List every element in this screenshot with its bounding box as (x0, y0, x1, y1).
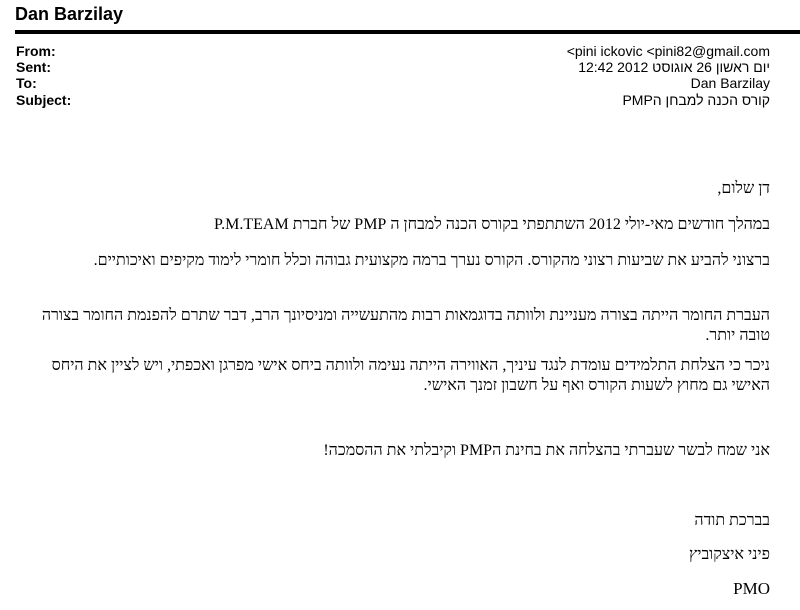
paragraph-2 (30, 251, 770, 271)
subject-label: Subject: (16, 91, 72, 108)
email-header-labels (16, 43, 71, 108)
greeting (30, 179, 770, 199)
from-value: pini ickovic <pini82@gmail.com> (566, 43, 770, 59)
paragraph-5-text: אני שמח לבשר שעברתי בהצלחה את בחינת הPMP וקיבלתי את ההסמכה! (323, 442, 770, 459)
from-label: From: (16, 43, 56, 59)
paragraph-5 (30, 441, 770, 461)
sent-label: Sent: (16, 59, 51, 76)
paragraph-3 (30, 306, 770, 345)
sender-name: Dan Barzilay (15, 4, 124, 24)
paragraph-1 (30, 215, 770, 235)
paragraph-3-text: העברת החומר הייתה בצורה מעניינת ולוותה בדוגמאות רבות מהתעשייה ומניסיונך הרב, דבר שתרם להפנמת החומר בצורה טובה יותר. (41, 307, 770, 344)
paragraph-4 (30, 356, 770, 395)
signature-closing (30, 511, 770, 531)
to-label: To: (16, 75, 37, 92)
signature-closing-text: בברכת תודה (694, 512, 770, 529)
signature-name (30, 545, 770, 565)
header-divider (15, 30, 800, 34)
paragraph-4-text: ניכר כי הצלחת התלמידים עומדת לנגד עיניך, האווירה הייתה נעימה ולוותה ביחס אישי מפרגן ואכפתי, ויש לציין את היחס האישי גם מחוץ לשעות הקורס ואף על חשבון זמנך האישי. (51, 357, 770, 394)
sent-value: יום ראשון 26 אוגוסט 2012 12:42 (578, 59, 770, 76)
signature-title (30, 579, 770, 599)
to-value: Dan Barzilay (690, 75, 770, 92)
signature-title-text: PMO (733, 579, 770, 598)
signature-name-text: פיני איצקוביץ (688, 546, 770, 563)
paragraph-2-text: ברצוני להביע את שביעות רצוני מהקורס. הקורס נערך ברמה מקצועית גבוהה וכלל חומרי לימוד מקיפים ואיכותיים. (93, 252, 770, 269)
paragraph-1-text: במהלך חודשים מאי-יולי 2012 השתתפתי בקורס הכנה למבחן ה PMP של חברת P.M.TEAM (214, 216, 770, 233)
email-header-values (567, 43, 770, 108)
subject-value: קורס הכנה למבחן הPMP (622, 91, 770, 108)
greeting-text: דן שלום, (717, 180, 770, 197)
